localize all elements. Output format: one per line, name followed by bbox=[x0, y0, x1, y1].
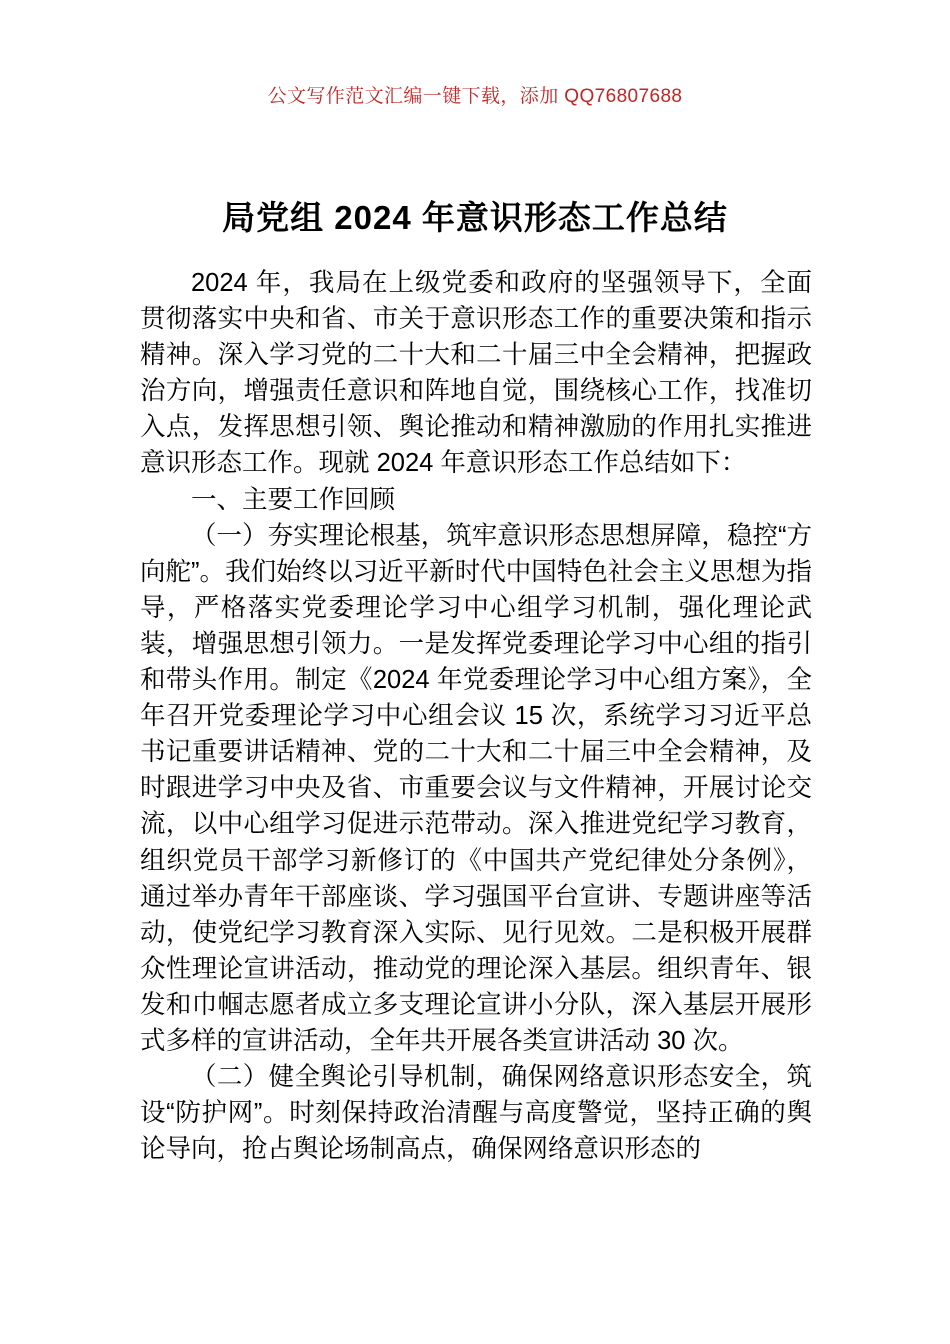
paragraph-subsection-1: （一）夯实理论根基，筑牢意识形态思想屏障，稳控“方向舵”。我们始终以习近平新时代中国特色社会主义思想为指导，严格落实党委理论学习中心组学习机制，强化理论武装，增强思想引领力。一是发挥党委理论学习中心组的指引和带头作用。制定《2024 年党委理论学习中心组方案》，全年召开党委理论学习中心组会议 15 次，系统学习习近平总书记重要讲话精神、党的二十大和二十届三中全会精神，及时跟进学习中央及省、市重要会议与文件精神，开展讨论交流，以中心组学习促进示范带动。深入推进党纪学习教育，组织党员干部学习新修订的《中国共产党纪律处分条例》，通过举办青年干部座谈、学习强国平台宣讲、专题讲座等活动，使党纪学习教育深入实际、见行见效。二是积极开展群众性理论宣讲活动，推动党的理论深入基层。组织青年、银发和巾帼志愿者成立多支理论宣讲小分队，深入基层开展形式多样的宣讲活动，全年共开展各类宣讲活动 30 次。 bbox=[140, 521, 812, 1055]
promo-banner-text: 公文写作范文汇编一键下载，添加 QQ76807688 bbox=[267, 86, 683, 107]
paragraph-intro: 2024 年，我局在上级党委和政府的坚强领导下，全面贯彻落实中央和省、市关于意识形态工作的重要决策和指示精神。深入学习党的二十大和二十届三中全会精神，把握政治方向，增强责任意识和阵地自觉，围绕核心工作，找准切入点，发挥思想引领、舆论推动和精神激励的作用扎实推进意识形态工作。现就 2024 年意识形态工作总结如下： bbox=[140, 269, 812, 478]
document-body bbox=[140, 265, 812, 1167]
paragraph-subsection-2: （二）健全舆论引导机制，确保网络意识形态安全，筑设“防护网”。时刻保持政治清醒与高度警觉，坚持正确的舆论导向，抢占舆论场制高点，确保网络意识形态的 bbox=[140, 1063, 812, 1164]
promo-banner bbox=[0, 84, 950, 110]
page-title: 局党组 2024 年意识形态工作总结 bbox=[222, 199, 728, 237]
section-heading-1: 一、主要工作回顾 bbox=[191, 485, 396, 514]
